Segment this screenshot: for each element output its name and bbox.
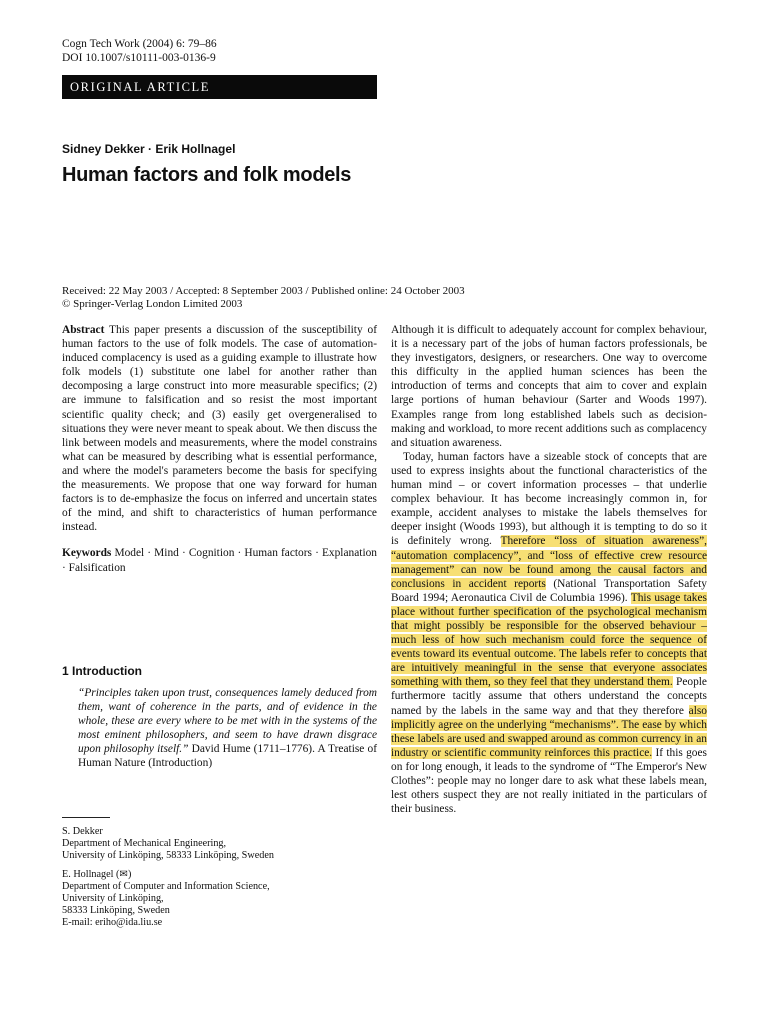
text-run: People furthermore tacitly assume that others understand the concepts named by the labels in the same way and that they therefore (391, 676, 707, 717)
intro-paragraph-2 (391, 450, 707, 816)
left-column (62, 323, 377, 575)
affil-univ: University of Linköping, (62, 893, 164, 904)
abstract (62, 323, 377, 534)
keywords-label: Keywords (62, 547, 112, 560)
author-list: Sidney Dekker · Erik Hollnagel (62, 142, 236, 156)
publication-dates (62, 285, 465, 311)
keywords (62, 546, 377, 574)
affil-univ: University of Linköping, 58333 Linköping, Sweden (62, 850, 274, 861)
copyright-line: © Springer-Verlag London Limited 2003 (62, 298, 243, 310)
intro-paragraph-1: Although it is difficult to adequately account for complex behaviour, it is a necessary part of the jobs of human factors professionals, be they investigators, designers, or researchers. One way to overcome this difficulty in the applied human sciences has been the introduction of terms and concepts that aim to cover and explain large portions of human behaviour (Sarter and Woods 1997). Examples range from long established labels such as decision-making and workload, to more recent additions such as complacency and situation awareness. (391, 324, 707, 449)
section-heading: 1 Introduction (62, 664, 142, 678)
affiliations (62, 826, 274, 936)
epigraph-quote: “Principles taken upon trust, consequences lamely deduced from them, want of coherence in the parts, and of evidence in the whole, these are every where to be met with in the systems of the most eminent philosophers, and seem to have drawn disgrace upon philosophy itself.” (78, 687, 377, 756)
highlighted-text: Therefore “loss of situation awareness”, “automation complacency”, and “loss of effective crew resource management” can now be found among the causal factors and conclusions in accident reports (391, 535, 707, 590)
affil-name: E. Hollnagel (✉) (62, 869, 132, 880)
text-run: (National Transportation Safety Board 1994; Aeronautica Civil de Columbia 1996). (391, 577, 707, 604)
citation: Cogn Tech Work (2004) 6: 79–86 (62, 38, 217, 50)
abstract-text: This paper presents a discussion of the susceptibility of human factors to the use of folk models. The case of automation-induced complacency is used as a guiding example to illustrate how folk models (1) substitute one label for another rather than decomposing a large construct into more measurable specifics; (2) are immune to falsification and so resist the most important scientific quality check; and (3) easily get overgeneralised to situations they were never meant to speak about. We then discuss the link between models and measurements, where the model constrains what can be measured by describing what is essential performance, and where the model's parameters become the basis for specifying the measurements. We propose that one way forward for human factors is to de-emphasize the focus on inferred and uncertain states of the mind, and shift to characteristics of human performance instead. (62, 324, 377, 534)
affil-city: 58333 Linköping, Sweden (62, 905, 170, 916)
affil-name: S. Dekker (62, 826, 103, 837)
right-column (391, 323, 707, 816)
text-run: Today, human factors have a sizeable stock of concepts that are used to express insights about the functional characteristics of the human mind – or covert information processes – that underlie complex behaviour. It has become increasingly common in, for example, accident analyses to mistake the labels themselves for deeper insight (Woods 1993), but although it is tempting to do so it is definitely wrong. (391, 450, 707, 548)
keywords-text: Model · Mind · Cognition · Human factors · Explanation · Falsification (62, 547, 377, 574)
affil-dept: Department of Mechanical Engineering, (62, 838, 227, 849)
journal-meta (62, 38, 217, 65)
paper-title: Human factors and folk models (62, 164, 352, 186)
affiliation-hollnagel (62, 869, 274, 929)
received-dates: Received: 22 May 2003 / Accepted: 8 September 2003 / Published online: 24 October 2003 (62, 285, 465, 297)
affil-email: E-mail: eriho@ida.liu.se (62, 917, 163, 928)
text-run: If this goes on for long enough, it leads to the syndrome of “The Emperor's New Clothes”: people may no longer dare to ask what these labels mean, lest others suspect they are not really initiated in the particulars of their business. (391, 746, 707, 816)
doi: DOI 10.1007/s10111-003-0136-9 (62, 51, 216, 64)
highlighted-text: also implicitly agree on the underlying “mechanisms”. The ease by which these labels are used and swapped around as common currency in an industry or scientific community reinforces this practice. (391, 704, 707, 759)
highlighted-text: This usage takes place without further specification of the psychological mechanism that might possibly be responsible for the observed behaviour – much less of how such mechanism could force the sequence of events toward its eventual outcome. The labels refer to concepts that are intuitively meaningful in the sense that everyone associates something with them, so they feel that they understand them. (391, 591, 707, 689)
epigraph-attribution: David Hume (1711–1776). A Treatise of Human Nature (Introduction) (78, 743, 378, 770)
footnote-rule (62, 817, 110, 818)
affil-dept: Department of Computer and Information Science, (62, 881, 270, 892)
article-type-banner: ORIGINAL ARTICLE (62, 75, 377, 99)
epigraph (78, 686, 377, 771)
affiliation-dekker (62, 826, 274, 862)
abstract-label: Abstract (62, 324, 105, 336)
